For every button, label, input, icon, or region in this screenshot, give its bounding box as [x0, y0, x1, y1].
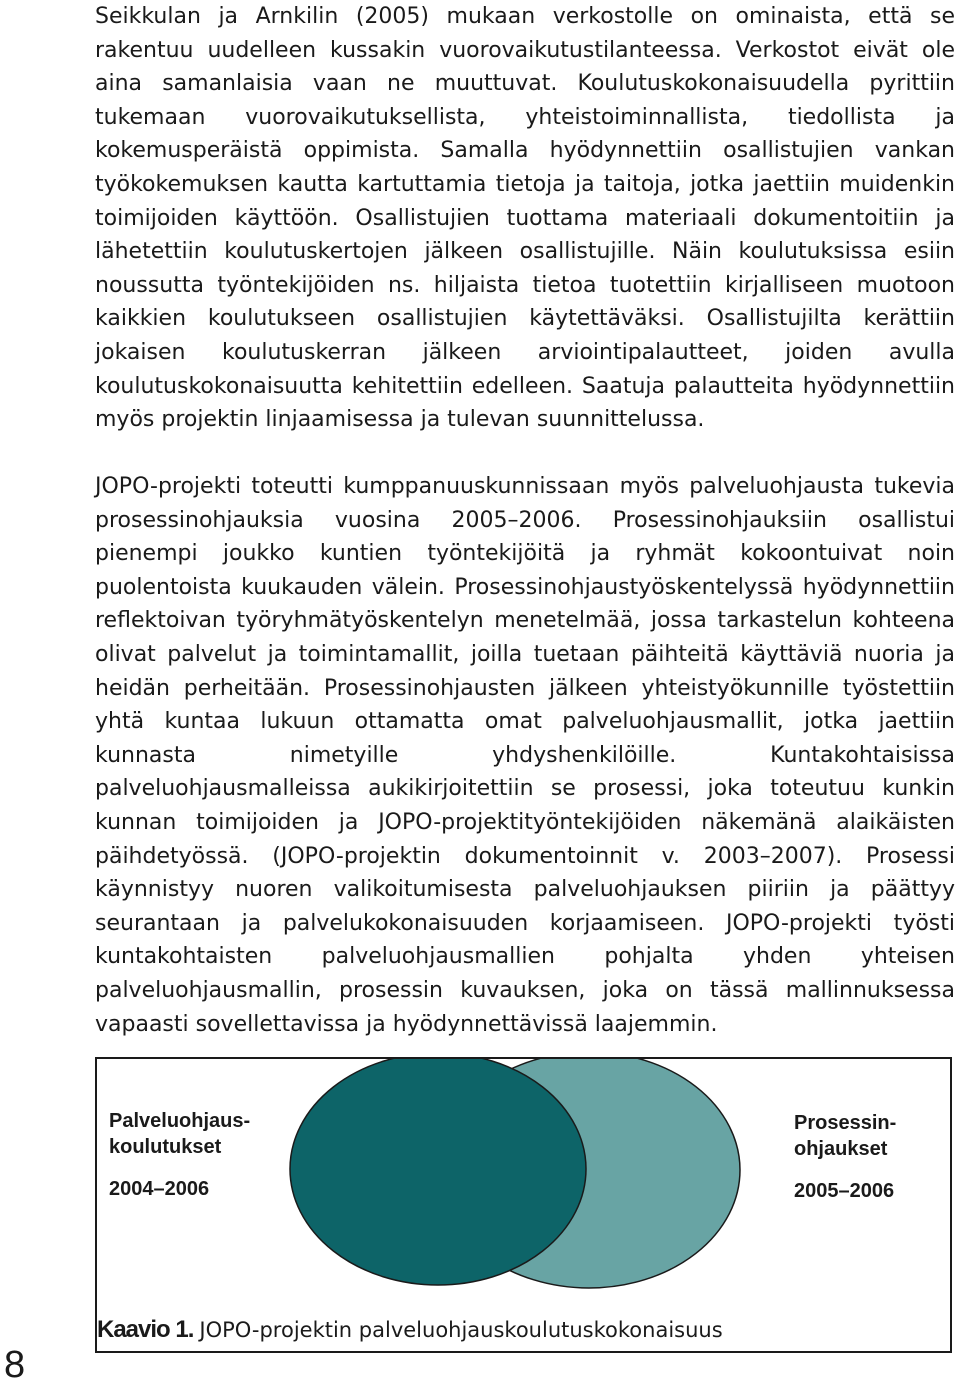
page-number: 8: [4, 1344, 26, 1386]
venn-diagram: [97, 1059, 950, 1351]
venn-circle-left: [290, 1059, 586, 1285]
body-paragraph-1: Seikkulan ja Arnkilin (2005) mukaan verkostolle on ominaista, että se rakentuu uudelleen kussakin vuorovaikutustilanteessa. Verkostot eivät ole aina samanlaisia vaan ne muuttuvat. Koulutuskokonaisuudella pyrittiin tukemaan vuorovaikutuksellista, yhteistoiminnallista, tiedollista ja kokemusperäistä oppimista. Samalla hyödynnettiin osallistujien vankan työkokemuksen kautta kartuttamia tietoja ja taitoja, jotka jaettiin muidenkin toimijoiden käyttöön. Osallistujien tuottama materiaali dokumentoitiin ja lähetettiin koulutuskertojen jälkeen osallistujille. Näin koulutuksissa esiin noussutta työntekijöiden ns. hiljaista tietoa tuotettiin kirjalliseen muotoon kaikkien koulutukseen osallistujien käytettäväksi. Osallistujilta kerättiin jokaisen koulutuskerran jälkeen arviointipalautteet, joiden avulla koulutuskokonaisuutta kehitettiin edelleen. Saatuja palautteita hyödynnettiin myös projektin linjaamisessa ja tulevan suunnittelussa.: [95, 4, 955, 433]
caption-label: Kaavio 1.: [97, 1316, 194, 1343]
right-circle-title: Prosessinohjaukset: [794, 1112, 897, 1160]
diagram-figure: [95, 1057, 952, 1353]
left-circle-title: Palveluohjauskoulutukset: [109, 1110, 251, 1158]
figure-caption: [97, 1315, 723, 1345]
body-paragraph-2: JOPO-projekti toteutti kumppanuuskunnissaan myös palveluohjausta tukevia prosessinohjauksia vuosina 2005–2006. Prosessinohjauksiin osallistui pienempi joukko kuntien työntekijöitä ja ryhmät kokoontuivat noin puolentoista kuukauden välein. Prosessinohjaustyöskentelyssä hyödynnettiin reflektoivan työryhmätyöskentelyn menetelmää, jossa tarkastelun kohteena olivat palvelut ja toimintamallit, joilla tuetaan päihteitä käyttäviä nuoria ja heidän perheitään. Prosessinohjausten jälkeen yhteistyökunnille työstettiin yhtä kuntaa lukuun ottamatta omat palveluohjausmallit, jotka jaettiin kunnasta nimetyille yhdyshenkilöille. Kuntakohtaisissa palveluohjausmalleissa aukikirjoitettiin se prosessi, joka toteutuu kunkin kunnan toimijoiden ja JOPO-projektityöntekijöiden näkemänä alaikäisten päihdetyössä. (JOPO-projektin dokumentoinnit v. 2003–2007). Prosessi käynnistyy nuoren valikoitumisesta palveluohjauksen piiriin ja päättyy seurantaan ja palvelukokonaisuuden korjaamiseen. JOPO-projekti työsti kuntakohtaisten palveluohjausmallien pohjalta yhden yhteisen palveluohjausmallin, prosessin kuvauksen, joka on tässä mallinnuksessa vapaasti sovellettavissa ja hyödynnettävissä laajemmin.: [95, 474, 955, 1037]
caption-text: JOPO-projektin palveluohjauskoulutuskokonaisuus: [199, 1318, 723, 1342]
right-circle-years: 2005–2006: [794, 1180, 895, 1202]
left-circle-years: 2004–2006: [109, 1178, 210, 1200]
